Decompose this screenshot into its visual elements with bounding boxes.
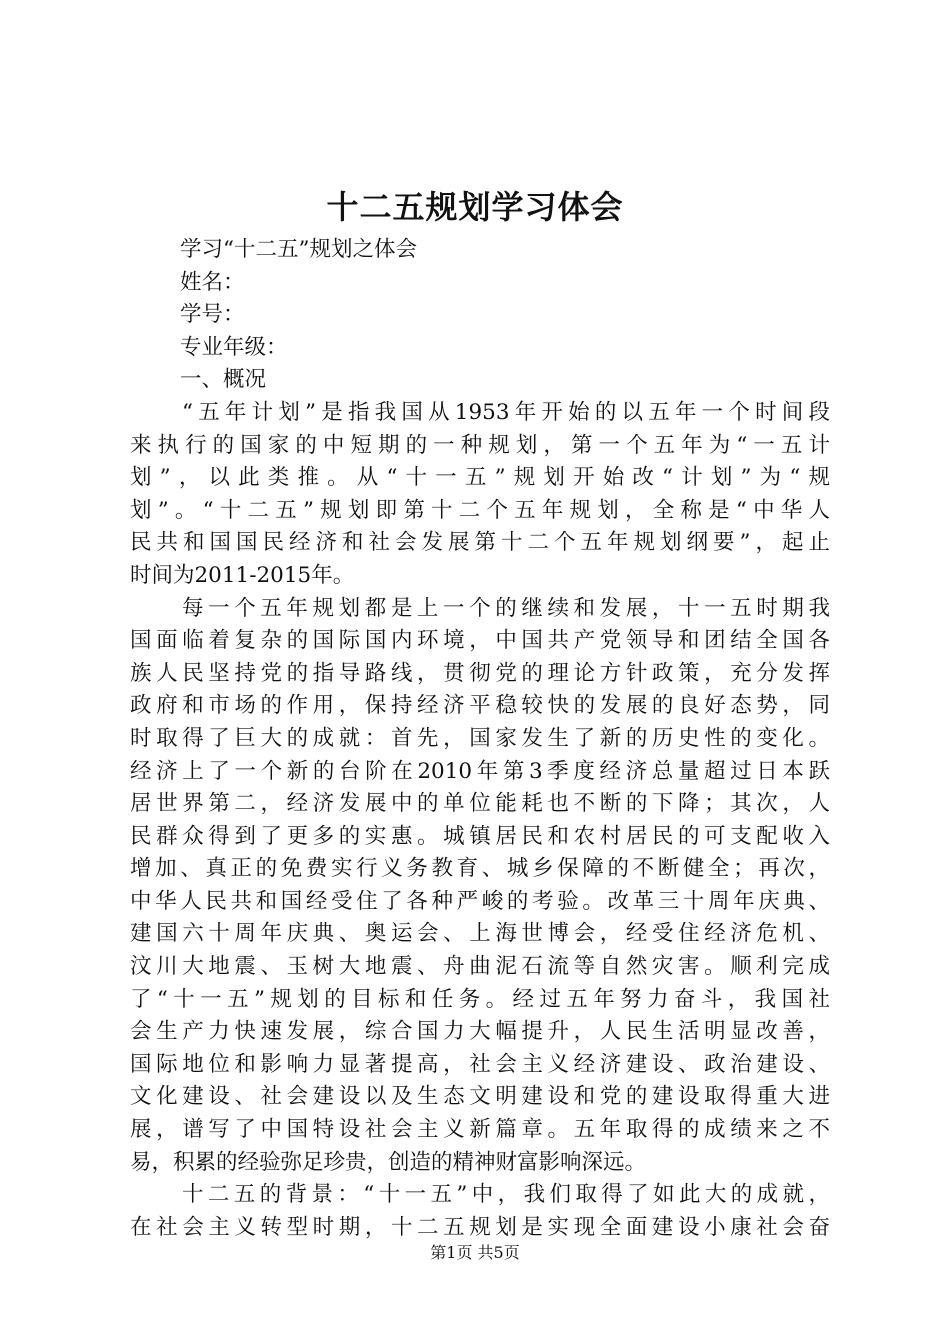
paragraph-2-line: 民群众得到了更多的实惠。城镇居民和农村居民的可支配收入 bbox=[130, 823, 830, 849]
paragraph-3-line: 十二五的背景：“十一五”中，我们取得了如此大的成就， bbox=[182, 1182, 830, 1208]
page-footer: 第1页 共5页 bbox=[430, 1243, 520, 1262]
paragraph-2-line: 展，谱写了中国特设社会主义新篇章。五年取得的成绩来之不 bbox=[130, 1117, 830, 1143]
paragraph-2-line: 国际地位和影响力显著提高，社会主义经济建设、政治建设、 bbox=[130, 1051, 830, 1077]
paragraph-2-line: 汶川大地震、玉树大地震、舟曲泥石流等自然灾害。顺利完成 bbox=[130, 954, 830, 980]
paragraph-3-line: 在社会主义转型时期，十二五规划是实现全面建设小康社会奋 bbox=[130, 1214, 830, 1240]
paragraph-2-line: 每一个五年规划都是上一个的继续和发展，十一五时期我 bbox=[182, 595, 830, 621]
paragraph-2-line: 族人民坚持党的指导路线，贯彻党的理论方针政策，充分发挥 bbox=[130, 660, 830, 686]
paragraph-2-line: 会生产力快速发展，综合国力大幅提升，人民生活明显改善， bbox=[130, 1019, 830, 1045]
paragraph-2-line: 增加、真正的免费实行义务教育、城乡保障的不断健全；再次， bbox=[130, 856, 830, 882]
paragraph-1-line: 划”，以此类推。从“十一五”规划开始改“计划”为“规 bbox=[130, 465, 830, 491]
header-line-name: 姓名： bbox=[180, 269, 245, 295]
paragraph-2-line: 经济上了一个新的台阶在2010年第3季度经济总量超过日本跃 bbox=[130, 758, 830, 784]
paragraph-2-line: 了“十一五”规划的目标和任务。经过五年努力奋斗，我国社 bbox=[130, 986, 830, 1012]
paragraph-2-line: 中华人民共和国经受住了各种严峻的考验。改革三十周年庆典、 bbox=[130, 888, 830, 914]
paragraph-1-line: 划”。“十二五”规划即第十二个五年规划，全称是“中华人 bbox=[130, 497, 830, 523]
document-body bbox=[130, 234, 830, 1244]
header-line-student-id: 学号： bbox=[180, 302, 245, 328]
paragraph-1-line: 民共和国国民经济和社会发展第十二个五年规划纲要”，起止 bbox=[130, 530, 830, 556]
header-line-major: 专业年级： bbox=[180, 334, 288, 360]
paragraph-1-line: “五年计划”是指我国从1953年开始的以五年一个时间段 bbox=[182, 399, 830, 425]
paragraph-2-line: 时取得了巨大的成就：首先，国家发生了新的历史性的变化。 bbox=[130, 725, 830, 751]
paragraph-2-line: 易，积累的经验弥足珍贵，创造的精神财富影响深远。 bbox=[130, 1149, 647, 1175]
paragraph-2-line: 建国六十周年庆典、奥运会、上海世博会，经受住经济危机、 bbox=[130, 921, 830, 947]
paragraph-1-line: 来执行的国家的中短期的一种规划，第一个五年为“一五计 bbox=[130, 432, 830, 458]
paragraph-2-line: 文化建设、社会建设以及生态文明建设和党的建设取得重大进 bbox=[130, 1084, 830, 1110]
document-title: 十二五规划学习体会 bbox=[326, 188, 624, 226]
paragraph-2-line: 政府和市场的作用，保持经济平稳较快的发展的良好态势，同 bbox=[130, 693, 830, 719]
section-heading-overview: 一、概况 bbox=[180, 367, 267, 393]
paragraph-1-line: 时间为2011-2015年。 bbox=[130, 562, 355, 588]
paragraph-2-line: 居世界第二，经济发展中的单位能耗也不断的下降；其次，人 bbox=[130, 791, 830, 817]
paragraph-2-line: 国面临着复杂的国际国内环境，中国共产党领导和团结全国各 bbox=[130, 628, 830, 654]
header-line-subtitle: 学习“十二五”规划之体会 bbox=[180, 237, 417, 262]
